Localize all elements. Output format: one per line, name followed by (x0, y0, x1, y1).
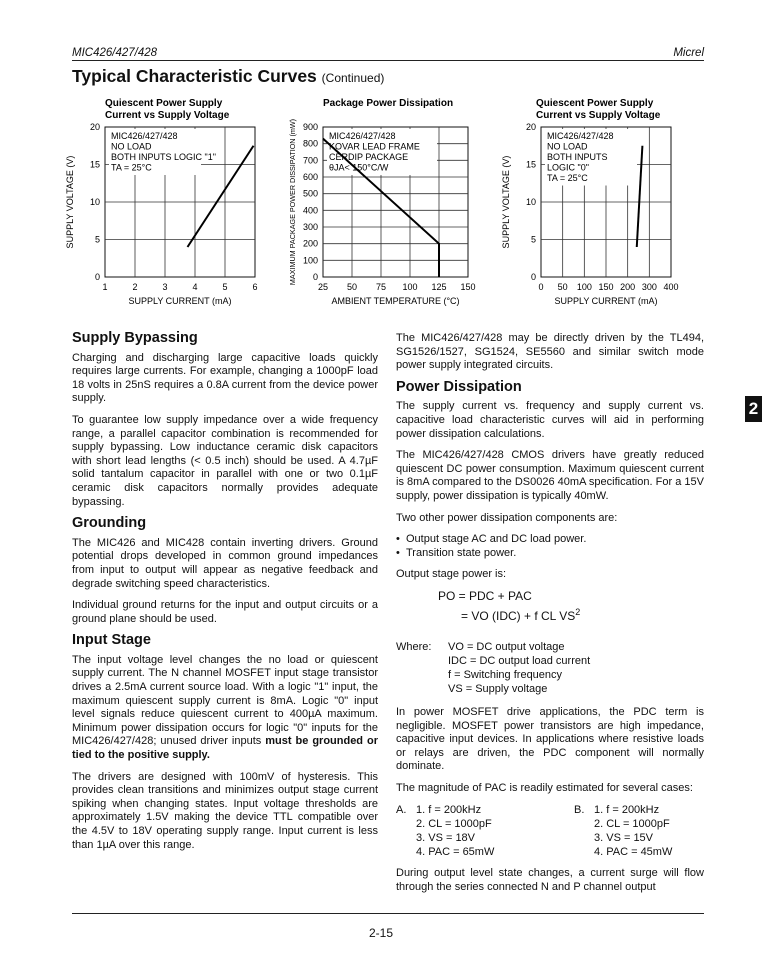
page-number: 2-15 (368, 926, 394, 940)
x-tick-label: 0 (538, 282, 544, 292)
cases-block (396, 803, 704, 859)
section-tab: 2 (745, 396, 762, 422)
where-item: IDC = DC output load current (448, 654, 591, 667)
chart-subtitle: Current vs Supply Voltage (105, 110, 230, 121)
x-tick-label: 100 (576, 282, 592, 292)
x-axis-label: SUPPLY CURRENT (mA) (554, 296, 658, 306)
chart-power-dissipation (288, 97, 478, 309)
chart-note: KOVAR LEAD FRAME (329, 141, 420, 152)
x-tick-label: 100 (402, 282, 418, 292)
x-tick-label: 6 (252, 282, 258, 292)
x-tick-label: 150 (460, 282, 476, 292)
list-item: • Output stage AC and DC load power. (396, 533, 704, 547)
y-tick-label: 200 (302, 238, 318, 249)
y-tick-label: 900 (302, 122, 318, 132)
y-tick-label: 600 (302, 172, 318, 182)
y-tick-label: 500 (302, 188, 318, 199)
chart-note: TA = 25°C (111, 162, 152, 173)
where-item: VS = Supply voltage (448, 682, 548, 695)
y-tick-label: 100 (302, 255, 318, 266)
supply-para-1: Charging and discharging large capacitive loads quickly requires large currents. For example, changing a 1000pF load 18 volts in 25nS requires a 0.8A current from the device power supply. (72, 351, 378, 405)
x-axis-label: AMBIENT TEMPERATURE (°C) (331, 296, 460, 306)
chart-note: NO LOAD (111, 141, 152, 152)
component-list (396, 533, 704, 560)
chart-note: θJA< 150°C/W (329, 162, 389, 173)
section-title: Typical Characteristic Curves (Continued) (72, 66, 385, 86)
series-line (637, 146, 643, 247)
y-tick-label: 20 (525, 122, 536, 132)
x-tick-label: 300 (641, 282, 657, 292)
left-column (72, 330, 378, 860)
footer-rule (72, 913, 704, 914)
heading-grounding: Grounding (72, 515, 147, 532)
heading-input-stage: Input Stage (72, 632, 151, 649)
case-b-label: B. (574, 804, 585, 817)
supply-para-2: To guarantee low supply impedance over a wide frequency range, a parallel capacitor combination is recommended for supply bypassing. Low inductance ceramic disk capacitors with short lead lengths (< 0.5 inch) should be used. A 4.7µF solid tantalum capacitor in parallel with one or two 0.1µF ceramic disk capacitors normally provides adequate bypassing. (72, 413, 378, 508)
chart-quiescent-logic1 (62, 97, 262, 309)
equation-line-1: PO = PDC + PAC (438, 588, 532, 603)
x-tick-label: 1 (102, 282, 108, 292)
right-column (396, 332, 704, 903)
x-tick-label: 50 (557, 282, 568, 292)
x-tick-label: 5 (222, 282, 228, 292)
case-b-item: 4. PAC = 45mW (594, 846, 673, 859)
intro-para: The MIC426/427/428 may be directly driven by the TL494, SG1526/1527, SG1524, SE5560 and similar switch mode power supply integrated circuits. (396, 332, 704, 372)
chart-title: Quiescent Power Supply (536, 98, 654, 109)
chart-svg (288, 97, 478, 309)
x-tick-label: 200 (620, 282, 636, 292)
y-tick-label: 800 (302, 138, 318, 149)
x-axis-label: SUPPLY CURRENT (mA) (128, 296, 232, 306)
power-equation (396, 590, 704, 640)
x-tick-label: 25 (317, 282, 329, 292)
input-para-1: The input voltage level changes the no load or quiescent supply current. The N channel MOSFET input stage transistor drives a 2.5mA current source load. With a logic "1" input, the maximum quiescent supply current is 8mA. Logic "0" input level signals reduce quiescent current to 400µA maximum. Minimum power dissipation occurs for logic "0" inputs for the MIC426/427/428; unused driver inputs must be grounded or tied to the positive supply. (72, 653, 379, 762)
chart-title: Package Power Dissipation (323, 98, 454, 109)
case-a-item: 4. PAC = 65mW (416, 846, 495, 859)
case-a-item: 1. f = 200kHz (416, 804, 482, 817)
chart-quiescent-logic0 (501, 97, 702, 309)
where-block (396, 640, 704, 696)
y-axis-label: SUPPLY VOLTAGE (V) (501, 155, 511, 249)
power-para-4: Output stage power is: (396, 568, 507, 581)
chart-note: NO LOAD (547, 141, 588, 152)
x-tick-label: 400 (663, 282, 679, 292)
chart-note: BOTH INPUTS (547, 152, 608, 162)
chart-note: CERDIP PACKAGE (329, 152, 409, 162)
y-tick-label: 0 (312, 272, 318, 282)
case-a-item: 3. VS = 18V (416, 832, 476, 845)
power-para-6: The magnitude of PAC is readily estimated for several cases: (396, 781, 693, 794)
power-para-7: During output level state changes, a current surge will flow through the series connected N and P channel output (396, 867, 704, 894)
power-para-2: The MIC426/427/428 CMOS drivers have greatly reduced quiescent DC power consumption. Maximum quiescent current is 8mA compared to the DS0026 40mA specification. For a 15V supply, power dissipation is typically 40mW. (396, 449, 704, 502)
y-tick-label: 0 (530, 272, 536, 282)
chart-note: MIC426/427/428 (547, 131, 614, 141)
power-para-3: Two other power dissipation components are: (396, 511, 618, 524)
chart-note: TA = 25°C (547, 173, 588, 183)
ground-para-1: The MIC426 and MIC428 contain inverting drivers. Ground potential drops developed in common ground impedances from input to output will appear as negative feedback and degrade switching speed characteristics. (72, 536, 378, 590)
y-tick-label: 5 (94, 234, 100, 245)
header-brand: Micrel (673, 47, 704, 59)
y-axis-label: MAXIMUM PACKAGE POWER DISSIPATION (mW) (288, 118, 297, 286)
case-b-item: 2. CL = 1000pF (594, 818, 670, 831)
x-tick-label: 3 (162, 282, 168, 292)
y-tick-label: 5 (530, 234, 536, 245)
case-a-label: A. (396, 804, 407, 817)
chart-note: BOTH INPUTS LOGIC "1" (111, 152, 216, 162)
input-para-2: The drivers are designed with 100mV of hysteresis. This provides clean transitions and minimizes output stage current spiking when changing states. Input voltage thresholds are approximately 1.5V making the device TTL compatible over the 4.5V to 18V operating supply range. Input current is less than 1µA over this range. (72, 770, 378, 851)
header-rule (72, 60, 704, 61)
y-tick-label: 10 (89, 197, 100, 207)
y-tick-label: 20 (89, 122, 100, 132)
y-tick-label: 0 (94, 272, 100, 282)
where-item: f = Switching frequency (448, 668, 563, 681)
chart-subtitle: Current vs Supply Voltage (536, 110, 661, 121)
where-label: Where: (396, 640, 432, 653)
heading-power-dissipation: Power Dissipation (396, 378, 522, 395)
y-tick-label: 400 (302, 205, 318, 216)
header-doc-id: MIC426/427/428 (72, 47, 158, 59)
chart-note: LOGIC "0" (547, 162, 589, 173)
heading-supply-bypassing: Supply Bypassing (72, 330, 198, 346)
y-tick-label: 15 (525, 159, 536, 170)
x-tick-label: 125 (431, 282, 447, 292)
chart-note: MIC426/427/428 (111, 131, 178, 141)
list-item: • Transition state power. (396, 547, 704, 561)
chart-svg (62, 97, 262, 309)
x-tick-label: 4 (192, 282, 198, 292)
where-item: VO = DC output voltage (448, 640, 565, 653)
equation-line-2: = VO (IDC) + f CL $VS^2$ (461, 606, 581, 623)
case-a-item: 2. CL = 1000pF (416, 818, 492, 831)
y-tick-label: 700 (302, 155, 318, 166)
case-b-item: 1. f = 200kHz (594, 804, 660, 817)
y-tick-label: 15 (89, 159, 100, 170)
case-b-item: 3. VS = 15V (594, 832, 654, 845)
chart-note: MIC426/427/428 (329, 131, 396, 141)
chart-svg (501, 97, 702, 309)
chart-title: Quiescent Power Supply (105, 98, 223, 109)
power-para-5: In power MOSFET drive applications, the PDC term is negligible. MOSFET power transistors are high impedance, capacitive input devices. In applications where resistive loads or relays are driven, the PDC component will normally dominate. (396, 705, 704, 773)
x-tick-label: 150 (598, 282, 614, 292)
ground-para-2: Individual ground returns for the input and output circuits or a ground plane should be used. (72, 599, 378, 625)
y-tick-label: 300 (302, 222, 318, 232)
y-axis-label: SUPPLY VOLTAGE (V) (65, 155, 75, 249)
power-para-1: The supply current vs. frequency and supply current vs. capacitive load characteristic curves will aid in performing power dissipation calculations. (396, 400, 704, 440)
x-tick-label: 2 (132, 282, 138, 292)
x-tick-label: 75 (375, 282, 387, 292)
x-tick-label: 50 (346, 282, 358, 292)
y-tick-label: 10 (525, 197, 536, 207)
